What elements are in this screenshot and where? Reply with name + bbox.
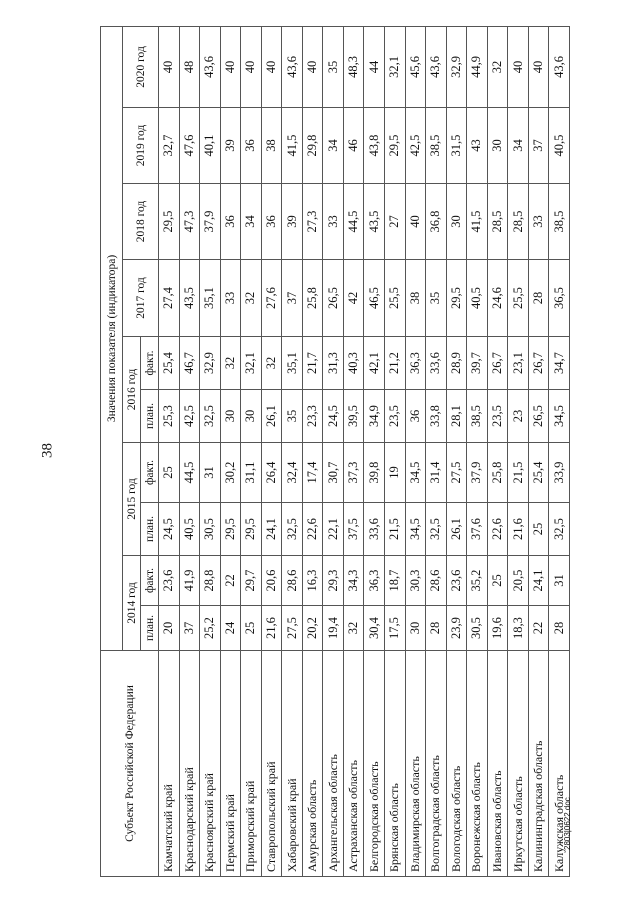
subject-cell: Ставропольский край xyxy=(261,651,282,877)
table-row xyxy=(302,26,323,876)
value-cell: 38 xyxy=(405,260,426,337)
value-cell: 38,5 xyxy=(467,390,488,443)
subject-cell: Калужская область xyxy=(549,651,570,877)
page-number: 38 xyxy=(39,443,56,458)
value-cell: 17,5 xyxy=(385,606,406,651)
table-row xyxy=(241,26,262,876)
value-cell: 40 xyxy=(528,26,549,107)
year-header: 2014 год xyxy=(123,556,141,651)
value-cell: 20,6 xyxy=(261,556,282,606)
value-cell: 32,5 xyxy=(426,503,447,556)
subject-cell: Камчатский край xyxy=(159,651,180,877)
value-cell: 32,5 xyxy=(200,390,221,443)
value-cell: 25 xyxy=(241,606,262,651)
value-cell: 30 xyxy=(487,108,508,184)
value-cell: 37,9 xyxy=(467,443,488,503)
subject-cell: Астраханская область xyxy=(343,651,364,877)
value-cell: 24,5 xyxy=(159,503,180,556)
value-cell: 40,3 xyxy=(343,337,364,390)
value-cell: 25,5 xyxy=(508,260,529,337)
value-cell: 42,5 xyxy=(405,108,426,184)
value-cell: 42 xyxy=(343,260,364,337)
subject-cell: Вологодская область xyxy=(446,651,467,877)
value-cell: 48 xyxy=(179,26,200,107)
value-cell: 45,6 xyxy=(405,26,426,107)
value-cell: 30,3 xyxy=(405,556,426,606)
value-cell: 18,3 xyxy=(508,606,529,651)
value-cell: 40 xyxy=(261,26,282,107)
table-row xyxy=(385,26,406,876)
value-cell: 24,1 xyxy=(261,503,282,556)
value-cell: 26,7 xyxy=(528,337,549,390)
value-cell: 27,3 xyxy=(302,184,323,260)
subject-cell: Хабаровский край xyxy=(282,651,303,877)
value-cell: 25 xyxy=(528,503,549,556)
value-cell: 30 xyxy=(446,184,467,260)
table-row xyxy=(467,26,488,876)
value-cell: 43,6 xyxy=(426,26,447,107)
table-row xyxy=(405,26,426,876)
value-cell: 31 xyxy=(549,556,570,606)
year-header: 2019 год xyxy=(123,108,159,184)
value-cell: 34,5 xyxy=(405,503,426,556)
value-cell: 31,3 xyxy=(323,337,344,390)
table-body xyxy=(159,26,570,876)
subject-cell: Иркутская область xyxy=(508,651,529,877)
value-cell: 25,8 xyxy=(487,443,508,503)
value-cell: 33 xyxy=(220,260,241,337)
table-row xyxy=(426,26,447,876)
value-cell: 29,3 xyxy=(323,556,344,606)
value-cell: 21,7 xyxy=(302,337,323,390)
value-cell: 44,5 xyxy=(343,184,364,260)
value-cell: 36 xyxy=(405,390,426,443)
value-cell: 34,7 xyxy=(549,337,570,390)
footer-filename: 2803|0622.doc xyxy=(563,797,572,850)
value-cell: 37,6 xyxy=(467,503,488,556)
value-cell: 29,5 xyxy=(220,503,241,556)
value-cell: 19 xyxy=(385,443,406,503)
value-cell: 32,7 xyxy=(159,108,180,184)
value-cell: 21,6 xyxy=(261,606,282,651)
year-header: 2017 год xyxy=(123,260,159,337)
value-cell: 35,1 xyxy=(282,337,303,390)
value-cell: 33,8 xyxy=(426,390,447,443)
value-cell: 38 xyxy=(261,108,282,184)
subject-cell: Краснодарский край xyxy=(179,651,200,877)
table-row xyxy=(159,26,180,876)
value-cell: 30,5 xyxy=(200,503,221,556)
value-cell: 37 xyxy=(282,260,303,337)
plan-header: план. xyxy=(141,606,159,651)
value-cell: 43,5 xyxy=(364,184,385,260)
value-cell: 47,6 xyxy=(179,108,200,184)
value-cell: 19,6 xyxy=(487,606,508,651)
value-cell: 23,5 xyxy=(385,390,406,443)
table-row xyxy=(323,26,344,876)
value-cell: 37,5 xyxy=(343,503,364,556)
value-cell: 26,1 xyxy=(446,503,467,556)
value-cell: 26,5 xyxy=(528,390,549,443)
value-cell: 29,7 xyxy=(241,556,262,606)
value-cell: 25,2 xyxy=(200,606,221,651)
table-row xyxy=(487,26,508,876)
fact-header: факт. xyxy=(141,337,159,390)
value-cell: 32,9 xyxy=(446,26,467,107)
year-header: 2018 год xyxy=(123,184,159,260)
value-cell: 33 xyxy=(528,184,549,260)
value-cell: 25,3 xyxy=(159,390,180,443)
value-cell: 27,5 xyxy=(282,606,303,651)
value-cell: 22,6 xyxy=(302,503,323,556)
value-cell: 43,6 xyxy=(549,26,570,107)
table-row xyxy=(549,26,570,876)
value-cell: 22 xyxy=(528,606,549,651)
value-cell: 20,5 xyxy=(508,556,529,606)
value-cell: 25,5 xyxy=(385,260,406,337)
value-cell: 23,6 xyxy=(159,556,180,606)
value-cell: 36 xyxy=(220,184,241,260)
value-cell: 31,1 xyxy=(241,443,262,503)
value-cell: 21,2 xyxy=(385,337,406,390)
value-cell: 40 xyxy=(241,26,262,107)
value-cell: 39,5 xyxy=(343,390,364,443)
year-header: 2020 год xyxy=(123,26,159,107)
value-cell: 33,6 xyxy=(364,503,385,556)
value-cell: 28,9 xyxy=(446,337,467,390)
value-cell: 36,5 xyxy=(549,260,570,337)
value-cell: 46,7 xyxy=(179,337,200,390)
table-row xyxy=(261,26,282,876)
value-cell: 30,7 xyxy=(323,443,344,503)
value-cell: 26,1 xyxy=(261,390,282,443)
value-cell: 39,8 xyxy=(364,443,385,503)
fact-header: факт. xyxy=(141,556,159,606)
value-cell: 23,1 xyxy=(508,337,529,390)
value-cell: 39 xyxy=(220,108,241,184)
value-cell: 19,4 xyxy=(323,606,344,651)
value-cell: 25,4 xyxy=(528,443,549,503)
value-cell: 34,5 xyxy=(549,390,570,443)
subject-cell: Амурская область xyxy=(302,651,323,877)
value-cell: 33,6 xyxy=(426,337,447,390)
subject-cell: Белгородская область xyxy=(364,651,385,877)
value-cell: 40 xyxy=(159,26,180,107)
value-cell: 27,4 xyxy=(159,260,180,337)
subject-cell: Красноярский край xyxy=(200,651,221,877)
value-cell: 21,6 xyxy=(508,503,529,556)
value-cell: 40,5 xyxy=(179,503,200,556)
value-cell: 41,9 xyxy=(179,556,200,606)
subject-cell: Пермский край xyxy=(220,651,241,877)
subject-cell: Владимирская область xyxy=(405,651,426,877)
value-cell: 40 xyxy=(302,26,323,107)
value-cell: 22,1 xyxy=(323,503,344,556)
value-cell: 30 xyxy=(220,390,241,443)
value-cell: 31,5 xyxy=(446,108,467,184)
value-cell: 34 xyxy=(508,108,529,184)
value-cell: 21,5 xyxy=(508,443,529,503)
subject-cell: Ивановская область xyxy=(487,651,508,877)
value-cell: 30 xyxy=(241,390,262,443)
value-cell: 25,4 xyxy=(159,337,180,390)
value-cell: 36,3 xyxy=(405,337,426,390)
value-cell: 34,5 xyxy=(405,443,426,503)
value-cell: 33 xyxy=(323,184,344,260)
value-cell: 40,5 xyxy=(467,260,488,337)
value-cell: 35 xyxy=(426,260,447,337)
table-row xyxy=(364,26,385,876)
value-cell: 34,3 xyxy=(343,556,364,606)
value-cell: 32 xyxy=(220,337,241,390)
value-cell: 29,5 xyxy=(385,108,406,184)
value-cell: 32 xyxy=(343,606,364,651)
value-cell: 37,3 xyxy=(343,443,364,503)
value-cell: 28 xyxy=(426,606,447,651)
value-cell: 32,4 xyxy=(282,443,303,503)
value-cell: 40,5 xyxy=(549,108,570,184)
subject-cell: Воронежская область xyxy=(467,651,488,877)
value-cell: 28,1 xyxy=(446,390,467,443)
value-cell: 27 xyxy=(385,184,406,260)
subject-cell: Архангельская область xyxy=(323,651,344,877)
value-cell: 24,5 xyxy=(323,390,344,443)
value-cell: 21,5 xyxy=(385,503,406,556)
value-cell: 20 xyxy=(159,606,180,651)
value-cell: 32,5 xyxy=(549,503,570,556)
subject-cell: Брянская область xyxy=(385,651,406,877)
value-cell: 39 xyxy=(282,184,303,260)
value-cell: 36,3 xyxy=(364,556,385,606)
value-cell: 28,6 xyxy=(426,556,447,606)
value-cell: 32 xyxy=(487,26,508,107)
value-cell: 27,6 xyxy=(261,260,282,337)
value-cell: 26,5 xyxy=(323,260,344,337)
value-cell: 29,5 xyxy=(159,184,180,260)
value-cell: 25 xyxy=(159,443,180,503)
value-cell: 48,3 xyxy=(343,26,364,107)
value-cell: 35,2 xyxy=(467,556,488,606)
value-cell: 28,5 xyxy=(508,184,529,260)
subject-cell: Приморский край xyxy=(241,651,262,877)
indicator-table xyxy=(100,26,570,877)
value-cell: 34,9 xyxy=(364,390,385,443)
value-cell: 30,4 xyxy=(364,606,385,651)
value-cell: 20,2 xyxy=(302,606,323,651)
value-cell: 28 xyxy=(528,260,549,337)
value-cell: 34 xyxy=(323,108,344,184)
value-cell: 37 xyxy=(179,606,200,651)
value-cell: 32 xyxy=(261,337,282,390)
value-cell: 36 xyxy=(261,184,282,260)
value-cell: 28 xyxy=(549,606,570,651)
value-cell: 36,8 xyxy=(426,184,447,260)
value-cell: 36 xyxy=(241,108,262,184)
value-cell: 35 xyxy=(323,26,344,107)
table-row xyxy=(528,26,549,876)
value-cell: 16,3 xyxy=(302,556,323,606)
value-cell: 18,7 xyxy=(385,556,406,606)
indicator-table-container xyxy=(100,27,570,877)
value-cell: 47,3 xyxy=(179,184,200,260)
value-cell: 34 xyxy=(241,184,262,260)
value-cell: 44 xyxy=(364,26,385,107)
value-cell: 32 xyxy=(241,260,262,337)
table-row xyxy=(179,26,200,876)
value-cell: 22 xyxy=(220,556,241,606)
value-cell: 43,5 xyxy=(179,260,200,337)
value-cell: 32,1 xyxy=(385,26,406,107)
plan-header: план. xyxy=(141,390,159,443)
subject-cell: Калининградская область xyxy=(528,651,549,877)
value-cell: 23,9 xyxy=(446,606,467,651)
value-cell: 30,2 xyxy=(220,443,241,503)
value-cell: 37 xyxy=(528,108,549,184)
value-cell: 24 xyxy=(220,606,241,651)
value-cell: 28,8 xyxy=(200,556,221,606)
value-cell: 38,5 xyxy=(549,184,570,260)
value-cell: 22,6 xyxy=(487,503,508,556)
value-cell: 23,5 xyxy=(487,390,508,443)
value-cell: 40 xyxy=(508,26,529,107)
table-row xyxy=(446,26,467,876)
value-cell: 33,9 xyxy=(549,443,570,503)
value-cell: 40,1 xyxy=(200,108,221,184)
value-cell: 17,4 xyxy=(302,443,323,503)
value-cell: 31,4 xyxy=(426,443,447,503)
value-cell: 43,6 xyxy=(200,26,221,107)
value-cell: 32,9 xyxy=(200,337,221,390)
value-cell: 42,1 xyxy=(364,337,385,390)
fact-header: факт. xyxy=(141,443,159,503)
plan-header: план. xyxy=(141,503,159,556)
value-cell: 23,3 xyxy=(302,390,323,443)
table-row xyxy=(200,26,221,876)
value-cell: 41,5 xyxy=(467,184,488,260)
table-row xyxy=(220,26,241,876)
value-cell: 28,6 xyxy=(282,556,303,606)
subject-header: Субъект Российской Федерации xyxy=(101,651,159,877)
value-cell: 27,5 xyxy=(446,443,467,503)
value-cell: 23,6 xyxy=(446,556,467,606)
value-cell: 29,5 xyxy=(241,503,262,556)
values-header: Значения показателя (индикатора) xyxy=(101,26,123,650)
value-cell: 24,6 xyxy=(487,260,508,337)
value-cell: 40 xyxy=(405,184,426,260)
value-cell: 30,5 xyxy=(467,606,488,651)
value-cell: 41,5 xyxy=(282,108,303,184)
value-cell: 43 xyxy=(467,108,488,184)
value-cell: 25,8 xyxy=(302,260,323,337)
value-cell: 43,8 xyxy=(364,108,385,184)
table-row xyxy=(508,26,529,876)
value-cell: 32,5 xyxy=(282,503,303,556)
value-cell: 29,8 xyxy=(302,108,323,184)
value-cell: 40 xyxy=(220,26,241,107)
value-cell: 32,1 xyxy=(241,337,262,390)
value-cell: 25 xyxy=(487,556,508,606)
value-cell: 26,4 xyxy=(261,443,282,503)
year-header: 2015 год xyxy=(123,443,141,556)
value-cell: 30 xyxy=(405,606,426,651)
value-cell: 38,5 xyxy=(426,108,447,184)
value-cell: 26,7 xyxy=(487,337,508,390)
value-cell: 23 xyxy=(508,390,529,443)
value-cell: 46,5 xyxy=(364,260,385,337)
value-cell: 42,5 xyxy=(179,390,200,443)
value-cell: 31 xyxy=(200,443,221,503)
value-cell: 39,7 xyxy=(467,337,488,390)
value-cell: 46 xyxy=(343,108,364,184)
value-cell: 28,5 xyxy=(487,184,508,260)
value-cell: 44,5 xyxy=(179,443,200,503)
value-cell: 37,9 xyxy=(200,184,221,260)
value-cell: 29,5 xyxy=(446,260,467,337)
year-header: 2016 год xyxy=(123,337,141,443)
value-cell: 35,1 xyxy=(200,260,221,337)
table-row xyxy=(282,26,303,876)
value-cell: 43,6 xyxy=(282,26,303,107)
value-cell: 44,9 xyxy=(467,26,488,107)
table-row xyxy=(343,26,364,876)
subject-cell: Волгоградская область xyxy=(426,651,447,877)
value-cell: 35 xyxy=(282,390,303,443)
value-cell: 24,1 xyxy=(528,556,549,606)
